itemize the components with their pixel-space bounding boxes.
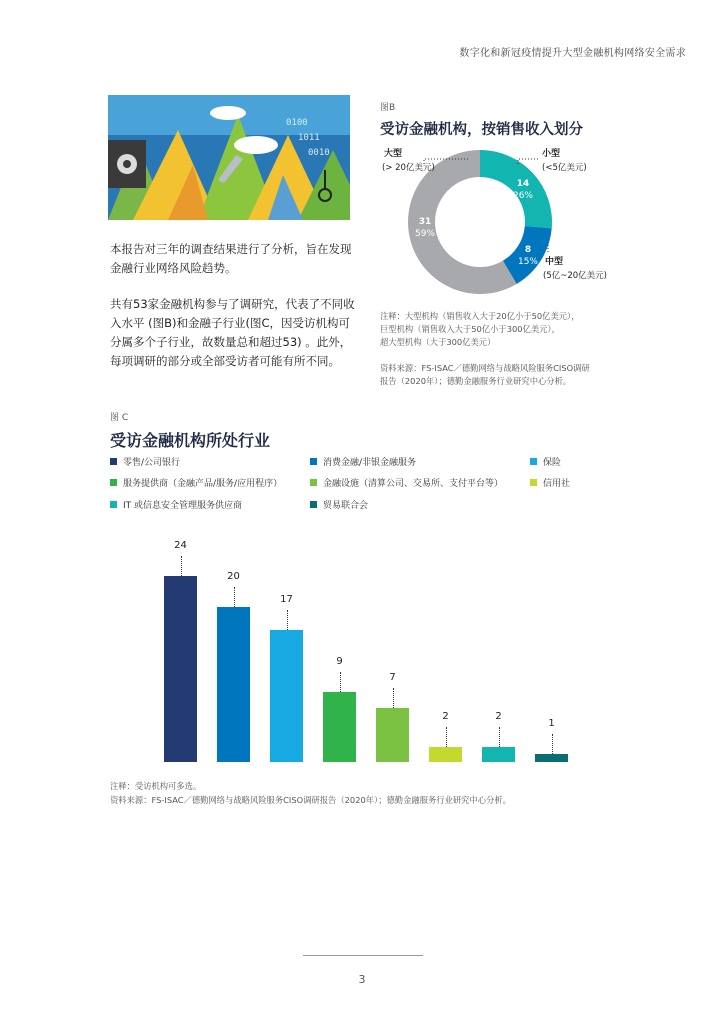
legend-swatch [530,479,537,486]
slice-percent-large: 59% [414,229,436,239]
bar [164,576,197,762]
legend-item [530,476,570,489]
legend-item [310,498,368,511]
figure-c-note: 注释：受访机构可多选。 [110,781,202,791]
slice-label-medium: 中型 [545,257,564,267]
slice-range-small: (<5亿美元) [542,163,587,173]
bar-value-label: 1 [548,718,555,730]
figure-b-note-line: 注释：大型机构（销售收入大于20亿小于50亿美元）， [380,311,580,321]
bar-value-label: 2 [442,710,449,722]
page-number: 3 [358,973,366,986]
legend-label: 贸易联合会 [323,501,369,511]
bar [482,747,515,763]
slice-value-small: 14 [516,179,530,189]
legend-label: 金融设施（清算公司、交易所、支付平台等） [323,479,504,489]
legend-swatch [110,501,117,508]
footer-rule [303,955,423,956]
figure-b-source-line: 报告（2020年）；德勤金融服务行业研究中心分析。 [380,376,572,386]
bar [429,747,462,763]
bar-value-label: 24 [174,540,187,551]
bar-leader-line [552,734,553,754]
running-header: 数字化和新冠疫情提升大型金融机构网络安全需求 [459,48,686,59]
figure-b-note-line: 超大型机构（大于300亿美元） [380,337,496,347]
legend-label: 信用社 [543,479,571,489]
legend-swatch [310,458,317,465]
legend-label: 零售/公司银行 [123,458,181,468]
slice-value-large: 31 [418,217,432,227]
bar [270,630,303,762]
svg-text:0010: 0010 [308,148,330,158]
slice-value-medium: 8 [524,245,532,255]
intro-text [110,240,355,388]
bar [323,692,356,762]
slice-label-large: 大型 [384,149,403,159]
legend-item [110,498,242,511]
bar [217,607,250,762]
donut-chart [370,140,650,305]
intro-paragraph-1: 本报告对三年的调查结果进行了分析，旨在发现金融行业网络风险趋势。 [110,242,352,275]
slice-percent-medium: 15% [517,257,539,267]
legend-swatch [530,458,537,465]
slice-range-medium: (5亿~20亿美元) [543,271,607,281]
donut-slice-small [480,150,552,228]
bar-leader-line [446,727,447,747]
intro-paragraph-2: 共有53家金融机构参与了调研究，代表了不同收入水平 (图B)和金融子行业(图C，因受访机构可分属多个子行业，故数量总和超过53) 。此外，每项调研的部分或全部受访者可能有所不同。 [110,297,355,368]
legend-item [310,476,503,489]
legend-item [530,455,561,468]
legend-label: 保险 [543,458,562,468]
bar [376,708,409,762]
figure-c-title: 受访金融机构所处行业 [110,431,271,450]
legend-swatch [110,458,117,465]
bar-value-label: 2 [495,710,502,722]
figure-b-note [380,310,640,349]
bar-value-label: 9 [336,656,343,668]
bar-leader-line [181,556,182,576]
legend-swatch [110,479,117,486]
svg-text:1011: 1011 [298,133,320,143]
bar-value-label: 20 [227,571,240,582]
bar-value-label: 17 [280,594,293,606]
cover-illustration [108,95,350,220]
svg-text:0100: 0100 [286,118,308,128]
bar-leader-line [340,672,341,692]
legend-item [110,476,282,489]
figure-b-source [380,362,640,388]
legend-item [110,455,180,468]
legend-label: IT 或信息安全管理服务供应商 [123,501,243,511]
figure-c-source: 资料来源：FS-ISAC／德勤网络与战略风险服务CISO调研报告（2020年）；德勤金融服务行业研究中心分析。 [110,795,511,805]
bar-leader-line [234,587,235,607]
slice-range-large: (> 20亿美元) [382,163,435,173]
bar-value-label: 7 [389,671,396,683]
legend-label: 消费金融/非银金融服务 [323,458,417,468]
legend-swatch [310,479,317,486]
slice-label-small: 小型 [542,149,561,159]
legend-swatch [310,501,317,508]
slice-percent-small: 26% [512,191,534,201]
legend-label: 服务提供商（金融产品/服务/应用程序） [123,479,283,489]
figure-b-source-line: 资料来源：FS-ISAC／德勤网络与战略风险服务CISO调研 [380,363,590,373]
figure-b-note-line: 巨型机构（销售收入大于50亿小于300亿美元）， [380,324,560,334]
bar-leader-line [287,610,288,630]
legend-item [310,455,416,468]
bar-leader-line [393,688,394,708]
figure-c-label: 图 C [110,413,129,423]
bar-leader-line [499,727,500,747]
bar [535,754,568,762]
figure-b-title: 受访金融机构，按销售收入划分 [380,122,583,138]
figure-b-label: 图B [380,103,396,113]
